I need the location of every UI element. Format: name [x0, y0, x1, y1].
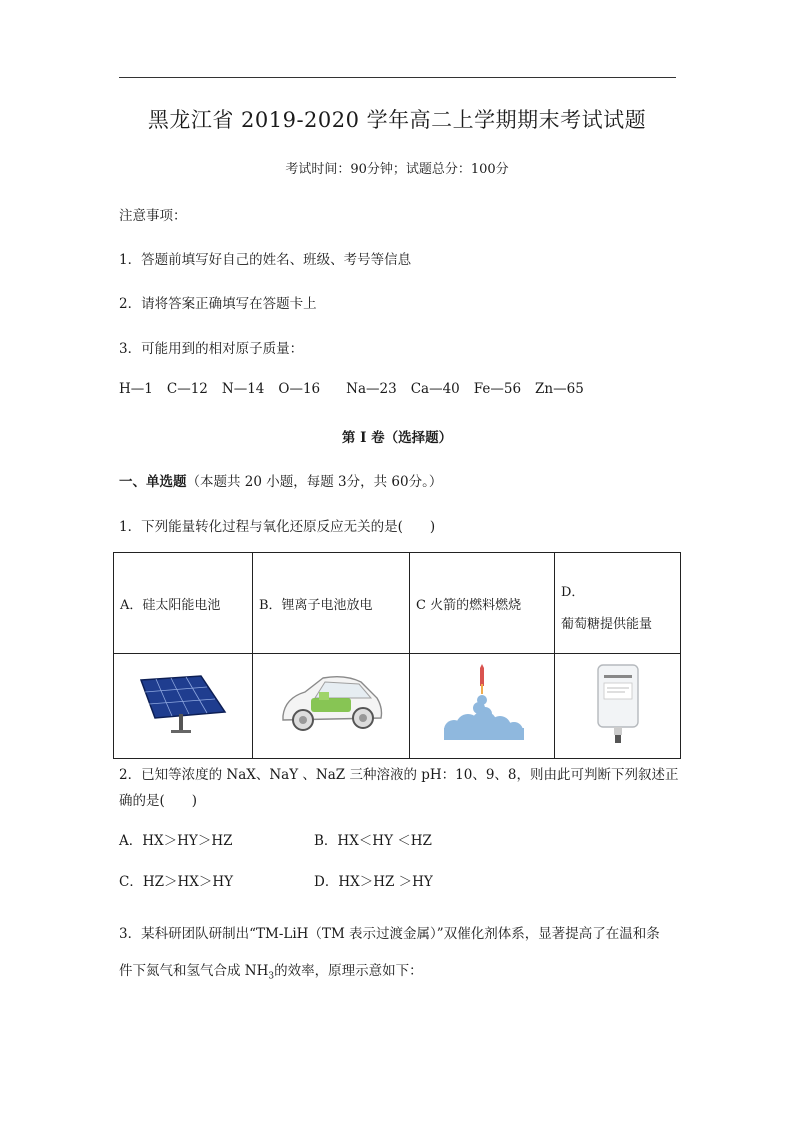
- q3-text-b: 的效率，原理示意如下：: [274, 963, 423, 979]
- q2-stem-line-2: 确的是( ): [119, 793, 198, 809]
- q2-option-d: D．HX＞HZ ＞HY: [314, 874, 433, 890]
- part-heading: [119, 470, 442, 490]
- atomic-masses: [119, 381, 598, 397]
- solar-panel-icon: [133, 672, 233, 736]
- q3-stem-line-1: 3．某科研团队研制出“TM-LiH（TM 表示过渡金属）”双催化剂体系，显著提高了在温和条: [119, 926, 660, 942]
- part-description: （本题共 20 小题，每题 3分，共 60分。）: [186, 474, 443, 490]
- part-label: 一、单选题: [119, 474, 187, 490]
- q1-option-b: B．锂离子电池放电: [253, 553, 410, 654]
- q3-stem-line-2: [119, 959, 423, 982]
- header-rule: [119, 77, 676, 78]
- q1-option-d: [555, 553, 681, 654]
- q1-options-table: [113, 552, 681, 759]
- q1-option-d-text: 葡萄糖提供能量: [561, 617, 653, 632]
- q1-image-d: [555, 654, 681, 759]
- section-title: 第 I 卷（选择题）: [341, 430, 453, 446]
- note-item-3: 3．可能用到的相对原子质量：: [119, 341, 304, 357]
- notes-heading: 注意事项：: [119, 208, 187, 224]
- rocket-launch-icon: [432, 664, 532, 744]
- iv-bag-icon: [588, 661, 648, 747]
- mass-o: O—16: [278, 381, 321, 397]
- q1-option-c: C 火箭的燃料燃烧: [410, 553, 555, 654]
- q1-image-c: [410, 654, 555, 759]
- q1-stem: 1．下列能量转化过程与氧化还原反应无关的是( ): [119, 519, 436, 535]
- mass-na: Na—23: [346, 381, 397, 397]
- q2-option-c: C．HZ＞HX＞HY: [119, 874, 234, 890]
- q1-image-a: [114, 654, 253, 759]
- mass-ca: Ca—40: [410, 381, 460, 397]
- mass-c: C—12: [166, 381, 208, 397]
- exam-info: 考试时间：90分钟；试题总分：100分: [285, 162, 509, 177]
- q1-image-b: [253, 654, 410, 759]
- note-item-1: 1．答题前填写好自己的姓名、班级、考号等信息: [119, 252, 412, 268]
- q3-subscript: 3: [268, 971, 275, 982]
- q1-option-a: A．硅太阳能电池: [114, 553, 253, 654]
- q1-option-d-letter: D．: [561, 585, 585, 600]
- q2-stem-line-1: 2．已知等浓度的 NaX、NaY 、NaZ 三种溶液的 pH：10、9、8，则由此可判断下列叙述正: [119, 767, 679, 783]
- q2-option-b: B．HX＜HY ＜HZ: [314, 833, 432, 849]
- electric-car-icon: [275, 668, 387, 740]
- q3-text-a: 件下氮气和氢气合成 NH: [119, 963, 269, 979]
- page-title: 黑龙江省 2019-2020 学年高二上学期期末考试试题: [147, 108, 647, 132]
- mass-fe: Fe—56: [473, 381, 522, 397]
- note-item-2: 2．请将答案正确填写在答题卡上: [119, 296, 317, 312]
- q2-option-a: A．HX＞HY＞HZ: [119, 833, 233, 849]
- mass-zn: Zn—65: [535, 381, 584, 397]
- mass-n: N—14: [221, 381, 265, 397]
- mass-h: H—1: [119, 381, 153, 397]
